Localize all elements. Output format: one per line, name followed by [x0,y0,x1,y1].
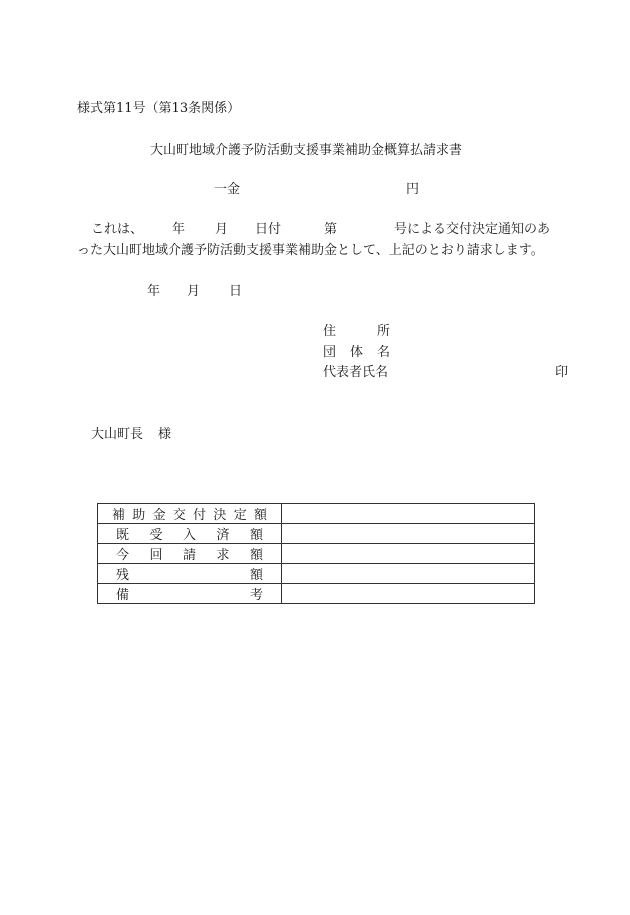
value-cell[interactable] [282,524,535,544]
label-char: 補 [112,508,126,523]
addressee-name: 大山町長 [91,427,144,442]
label-char: 済 [216,528,230,543]
label-char: 考 [249,588,263,603]
label-char: 付 [193,508,207,523]
address-label-char: 住 [323,324,337,339]
table-label [98,564,282,584]
seal-mark: 印 [555,365,569,380]
representative-name-label: 代表者氏名 [323,365,389,380]
group-label-char: 名 [376,345,390,360]
body-dai: 第 [324,222,338,237]
value-cell[interactable] [282,584,535,604]
date-month: 月 [187,284,201,299]
amount-field[interactable] [245,180,395,198]
date-year: 年 [147,284,161,299]
label-char: 額 [249,528,263,543]
form-number: 様式第11号（第13条関係） [77,101,241,116]
label-char: 入 [182,528,196,543]
body-intro: これは、 [91,222,144,237]
label-char: 求 [216,548,230,563]
date-day: 日 [229,284,243,299]
label-char: 回 [149,548,163,563]
amount-prefix: 一金 [214,182,241,197]
body-year: 年 [172,222,186,237]
label-char: 請 [182,548,196,563]
label-char: 交 [172,508,186,523]
table-row [98,504,535,524]
label-char: 額 [249,548,263,563]
table-label [98,544,282,564]
label-char: 備 [116,588,130,603]
label-char: 助 [132,508,146,523]
group-name-label [323,345,390,361]
amount-table [97,503,535,604]
address-label-char: 所 [376,324,390,339]
body-month: 月 [215,222,229,237]
label-char: 決 [213,508,227,523]
amount-unit: 円 [406,182,420,197]
label-char: 受 [149,528,163,543]
label-char: 額 [249,568,263,583]
value-cell[interactable] [282,564,535,584]
value-cell[interactable] [282,544,535,564]
value-cell[interactable] [282,504,535,524]
label-char: 金 [152,508,166,523]
table-label [98,524,282,544]
table-row [98,544,535,564]
body-day-dated: 日付 [255,222,282,237]
group-label-char: 体 [349,345,363,360]
group-label-char: 団 [323,345,337,360]
table-row [98,584,535,604]
address-label [323,324,390,340]
body-line2: った大山町地域介護予防活動支援事業補助金として、上記のとおり請求します。 [77,243,544,258]
label-char: 残 [116,568,130,583]
table-label [98,504,282,524]
addressee-honorific: 様 [158,427,172,442]
body-rest-line1: 号による交付決定通知のあ [394,222,551,237]
table-label [98,584,282,604]
label-char: 既 [116,528,130,543]
label-char: 額 [253,508,267,523]
table-row [98,564,535,584]
label-char: 定 [233,508,247,523]
document-title: 大山町地域介護予防活動支援事業補助金概算払請求書 [150,143,463,158]
label-char: 今 [116,548,130,563]
table-row [98,524,535,544]
